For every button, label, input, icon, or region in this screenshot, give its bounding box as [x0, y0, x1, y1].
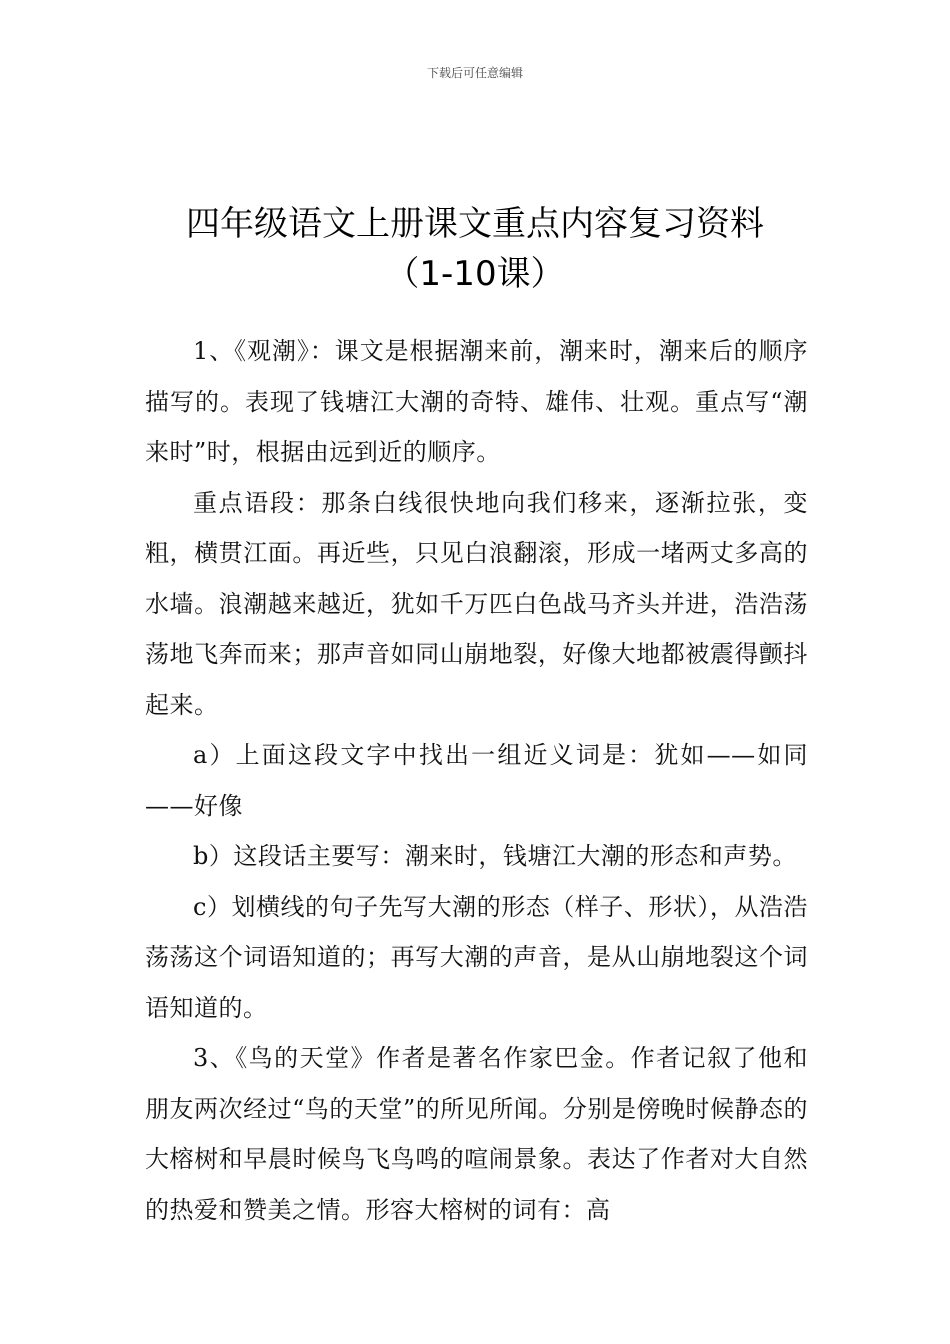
document-title — [0, 199, 950, 299]
paragraph-question-a: a）上面这段文字中找出一组近义词是：犹如——如同——好像 — [145, 741, 808, 820]
header-note: 下载后可任意编辑 — [426, 66, 523, 80]
document-body — [145, 326, 808, 1235]
paragraph-key-passage: 重点语段：那条白线很快地向我们移来，逐渐拉张，变粗，横贯江面。再近些，只见白浪翻滚，形成一堵两丈多高的水墙。浪潮越来越近，犹如千万匹白色战马齐头并进，浩浩荡荡地飞奔而来；那声音如同山崩地裂，好像大地都被震得颤抖起来。 — [145, 488, 808, 719]
paragraph-niao-de-tiantang: 3、《鸟的天堂》作者是著名作家巴金。作者记叙了他和朋友两次经过“鸟的天堂”的所见所闻。分别是傍晚时候静态的大榕树和早晨时候鸟飞鸟鸣的喧闹景象。表达了作者对大自然的热爱和赞美之情。形容大榕树的词有：高 — [145, 1044, 808, 1224]
paragraph-question-c: c）划横线的句子先写大潮的形态（样子、形状），从浩浩荡荡这个词语知道的；再写大潮的声音，是从山崩地裂这个词语知道的。 — [145, 892, 808, 1022]
title-line-1: 四年级语文上册课文重点内容复习资料 — [186, 203, 764, 244]
paragraph-guanchao-intro: 1、《观潮》：课文是根据潮来前，潮来时，潮来后的顺序描写的。表现了钱塘江大潮的奇特、雄伟、壮观。重点写“潮来时”时，根据由远到近的顺序。 — [145, 337, 808, 466]
paragraph-question-b: b）这段话主要写：潮来时，钱塘江大潮的形态和声势。 — [193, 842, 797, 870]
title-line-2: （1-10课） — [385, 253, 565, 294]
